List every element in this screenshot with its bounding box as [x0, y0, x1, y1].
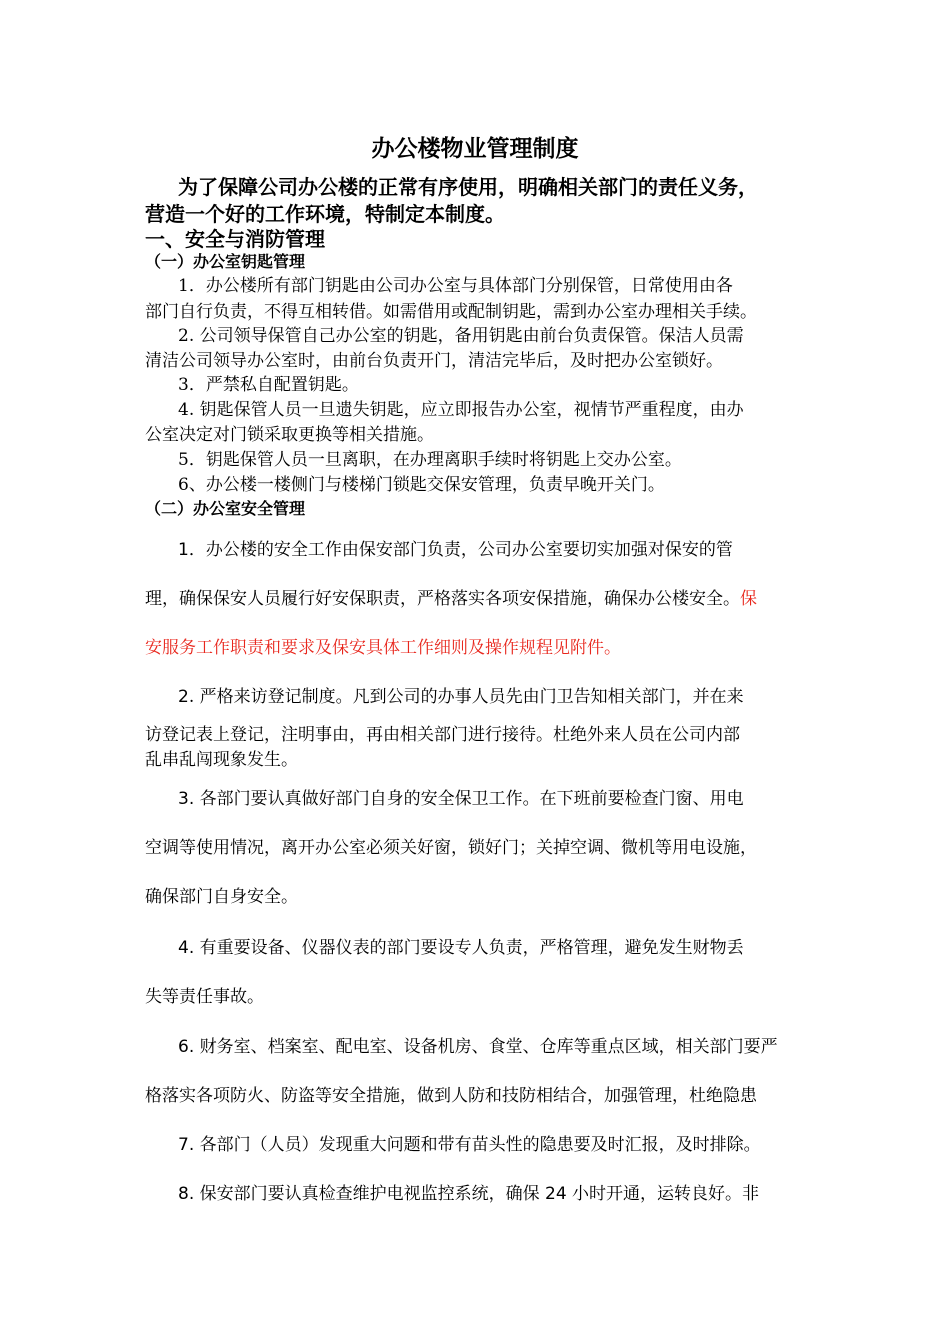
keys-line-8: 5．钥匙保管人员一旦离职，在办理离职手续时将钥匙上交办公室。	[178, 450, 682, 470]
keys-line-2: 部门自行负责，不得互相转借。如需借用或配制钥匙，需到办公室办理相关手续。	[145, 302, 757, 322]
security-p1-line-2-text: 理，确保保安人员履行好安保职责，严格落实各项安保措施，确保办公楼安全。	[145, 589, 740, 609]
intro-line-2: 营造一个好的工作环境，特制定本制度。	[145, 202, 505, 226]
attachment-note-start: 保	[740, 589, 757, 609]
subsection-heading-keys: （一）办公室钥匙管理	[145, 252, 306, 271]
security-p7-line-1: 7. 各部门（人员）发现重大问题和带有苗头性的隐患要及时汇报，及时排除。	[178, 1135, 761, 1155]
security-p2-line-1	[178, 685, 744, 709]
security-p4-line-2: 失等责任事故。	[145, 987, 264, 1007]
security-p4-line-1: 4. 有重要设备、仪器仪表的部门要设专人负责，严格管理，避免发生财物丢	[178, 938, 744, 958]
keys-line-9: 6、办公楼一楼侧门与楼梯门锁匙交保安管理，负责早晚开关门。	[178, 475, 665, 495]
security-p3-line-2: 空调等使用情况，离开办公室必须关好窗，锁好门；关掉空调、微机等用电设施，	[145, 838, 757, 858]
keys-line-5: 3．严禁私自配置钥匙。	[178, 375, 359, 395]
keys-line-6: 4. 钥匙保管人员一旦遗失钥匙，应立即报告办公室，视情节严重程度，由办	[178, 400, 744, 420]
security-p1-line-2	[145, 587, 757, 611]
security-p2-line-1-text: . 严格来访登记制度。凡到公司的办事人员先由门卫告知相关部门，并在来	[188, 687, 744, 707]
security-p1-line-1: 1．办公楼的安全工作由保安部门负责，公司办公室要切实加强对保安的管	[178, 540, 733, 560]
keys-line-1: 1．办公楼所有部门钥匙由公司办公室与具体部门分别保管，日常使用由各	[178, 276, 733, 296]
intro-line-1: 为了保障公司办公楼的正常有序使用，明确相关部门的责任义务，	[178, 175, 758, 199]
security-p2-line-3: 乱串乱闯现象发生。	[145, 750, 298, 770]
document-title: 办公楼物业管理制度	[371, 136, 579, 162]
security-p2-line-2: 访登记表上登记，注明事由，再由相关部门进行接待。杜绝外来人员在公司内部	[145, 725, 740, 745]
keys-line-3: 2. 公司领导保管自己办公室的钥匙，备用钥匙由前台负责保管。保洁人员需	[178, 326, 744, 346]
keys-line-7: 公室决定对门锁采取更换等相关措施。	[145, 425, 434, 445]
security-p3-line-3: 确保部门自身安全。	[145, 887, 298, 907]
keys-line-4: 清洁公司领导办公室时，由前台负责开门，清洁完毕后，及时把办公室锁好。	[145, 351, 723, 371]
security-p6-line-1: 6. 财务室、档案室、配电室、设备机房、食堂、仓库等重点区域，相关部门要严	[178, 1037, 778, 1057]
subsection-heading-security: （二）办公室安全管理	[145, 499, 306, 518]
security-p6-line-2: 格落实各项防火、防盗等安全措施，做到人防和技防相结合，加强管理，杜绝隐患	[145, 1086, 757, 1106]
section-heading-safety: 一、安全与消防管理	[145, 227, 325, 251]
security-p8-line-1: 8. 保安部门要认真检查维护电视监控系统，确保 24 小时开通，运转良好。非	[178, 1184, 760, 1204]
attachment-note: 安服务工作职责和要求及保安具体工作细则及操作规程见附件。	[145, 638, 621, 658]
security-p3-line-1: 3. 各部门要认真做好部门自身的安全保卫工作。在下班前要检查门窗、用电	[178, 789, 744, 809]
security-p2-number: 2	[178, 687, 189, 707]
